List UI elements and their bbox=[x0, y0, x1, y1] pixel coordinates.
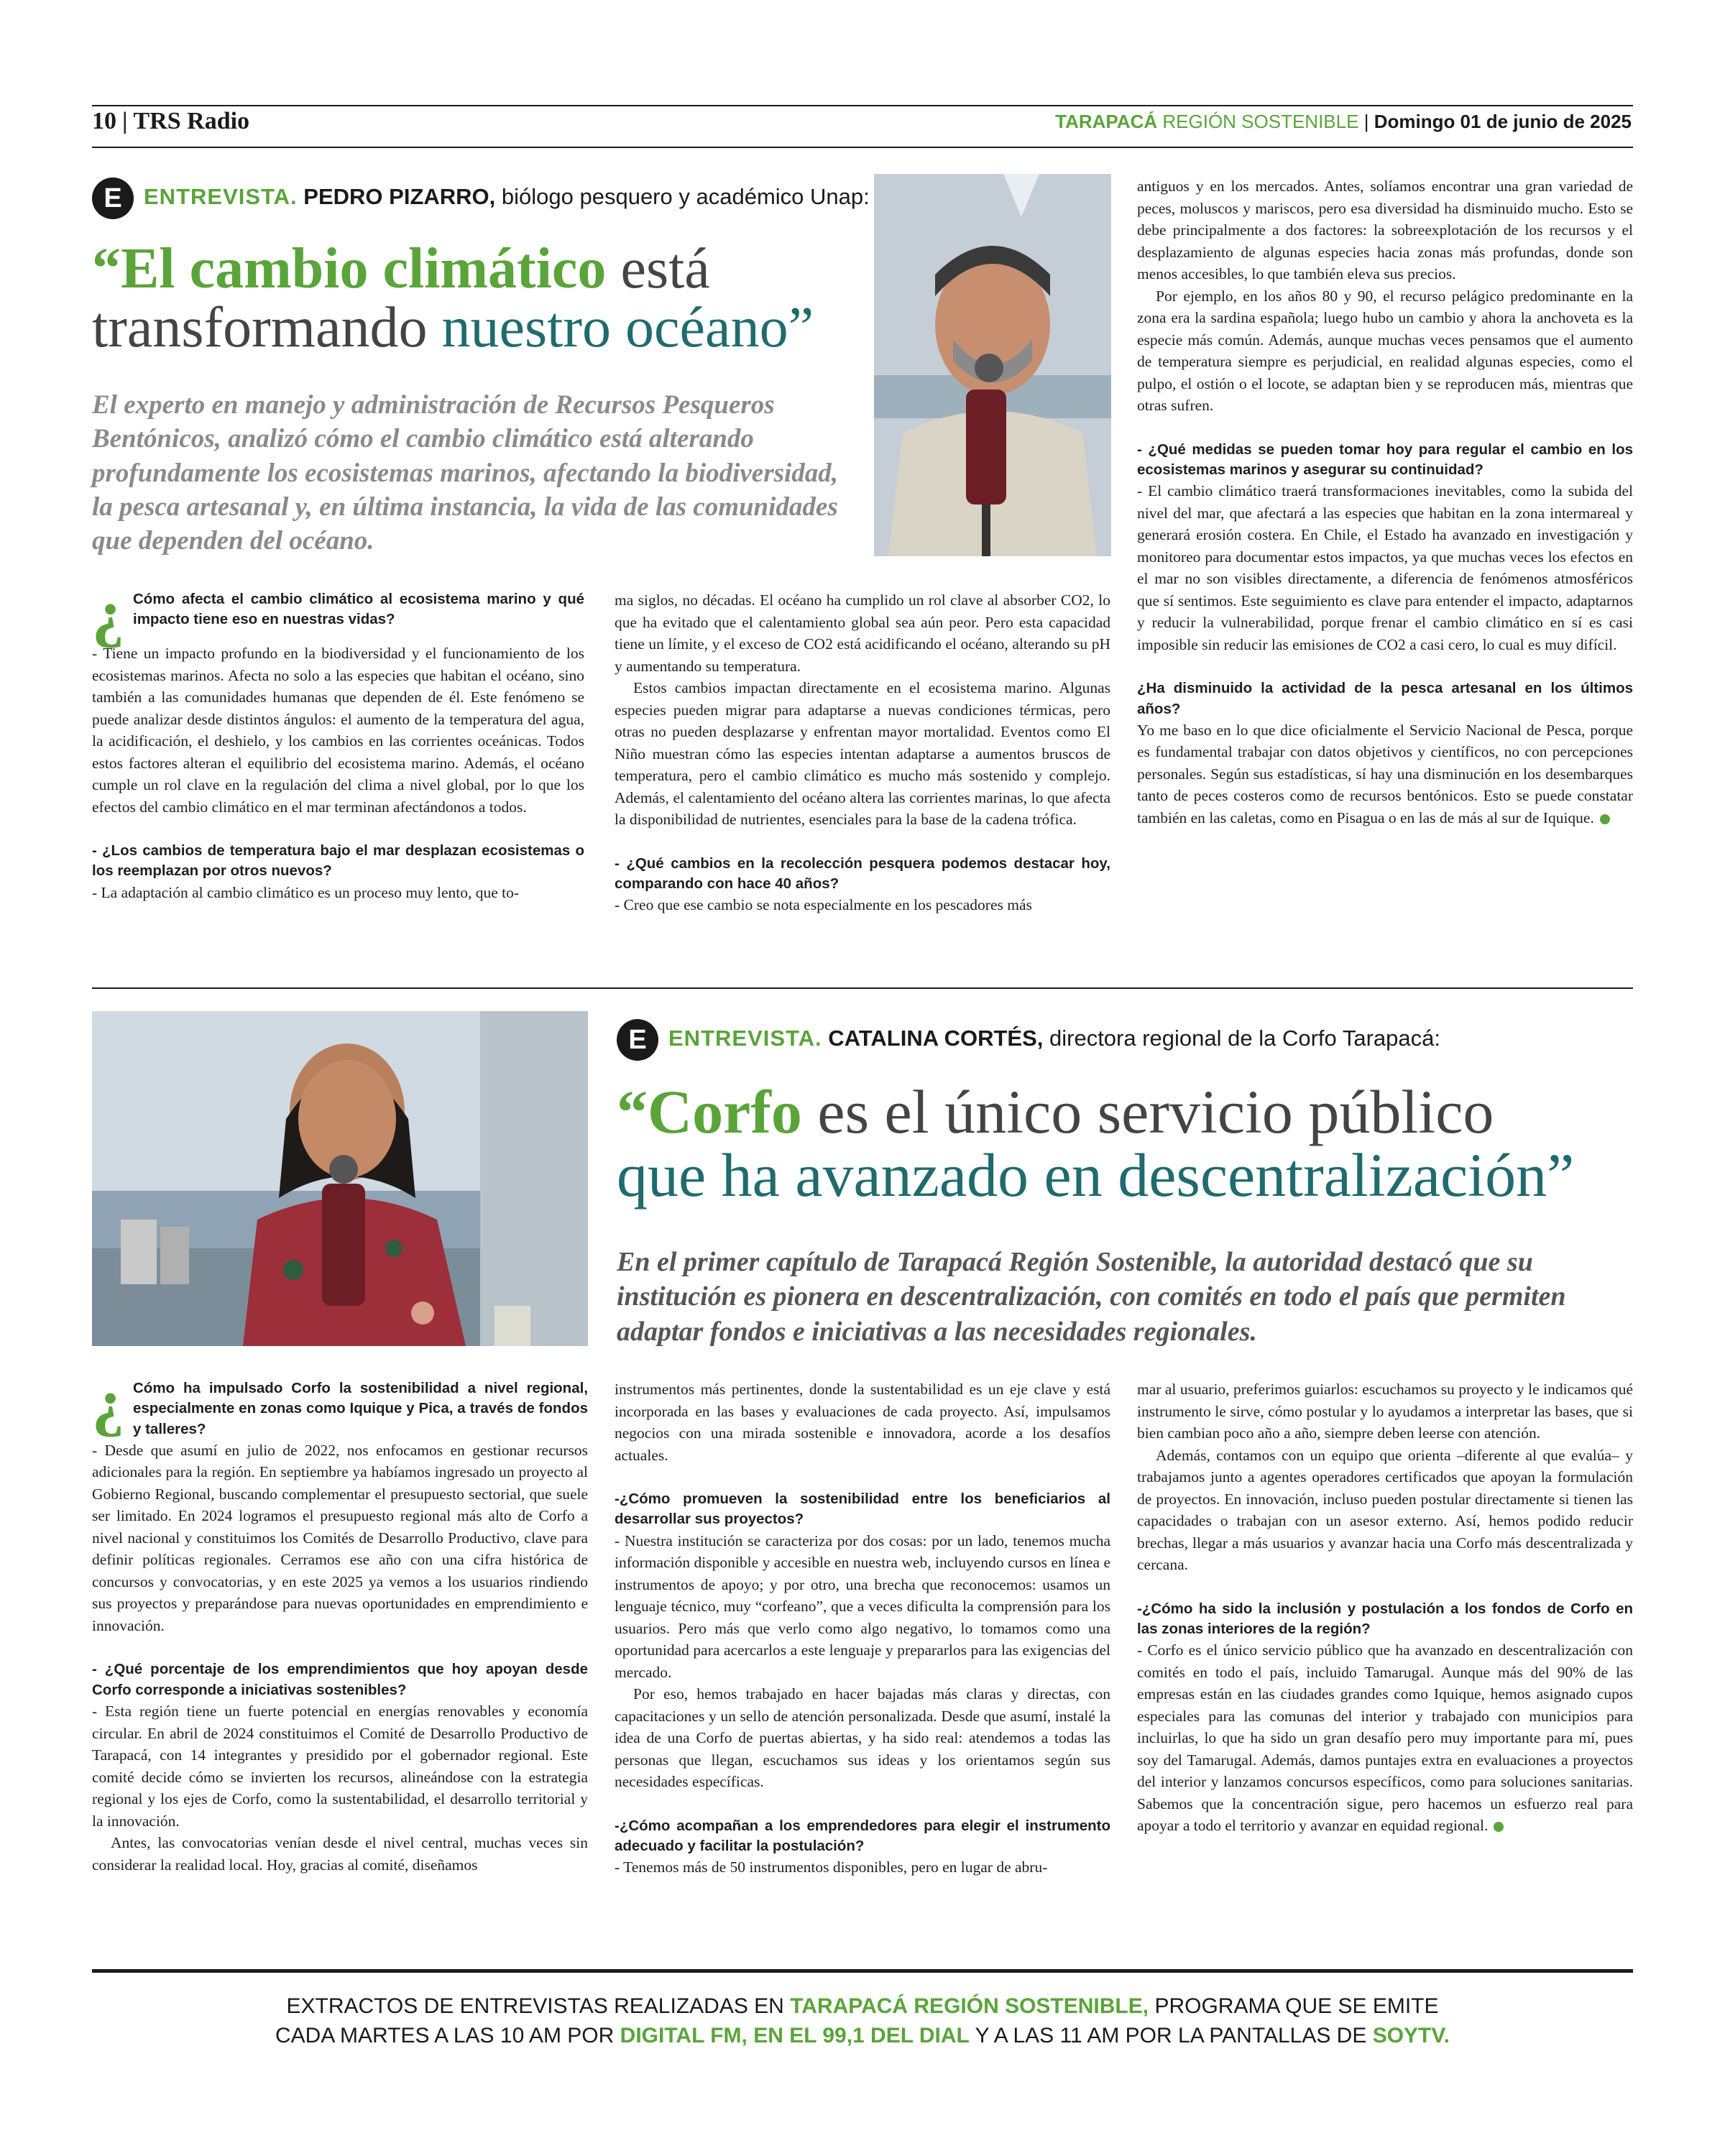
question: ¿Ha disminuido la actividad de la pesca artesanal en los últimos años? bbox=[1137, 680, 1633, 717]
article1-lead: El experto en manejo y administración de Recursos Pesqueros Bentónicos, analizó cómo el cambio climático está alterando profundamente los ecosistemas marinos, afectando la biodiversidad, la pesca artesanal y, en última instancia, la vida de las comunidades que dependen del océano. bbox=[92, 390, 839, 556]
header-rule bbox=[92, 147, 1633, 148]
portrait-photo-catalina-cortes bbox=[92, 1011, 588, 1346]
footer-line-2 bbox=[92, 2022, 1633, 2051]
interviewee-role: biólogo pesquero y académico Unap: bbox=[501, 184, 870, 210]
footer-rule bbox=[92, 1969, 1633, 1973]
e-badge-icon: E bbox=[92, 178, 134, 219]
headline-teal: nuestro océano” bbox=[441, 295, 814, 359]
question-mark-icon: ¿ bbox=[92, 578, 124, 649]
footer-note bbox=[92, 1992, 1633, 2050]
headline-line2: que ha avanzado en descentralización” bbox=[617, 1140, 1575, 1210]
page-header-right: TARAPACÁ REGIÓN SOSTENIBLE | Domingo 01 de junio de 2025 bbox=[1055, 111, 1632, 132]
answer: - Creo que ese cambio se nota especialmente en los pescadores más bbox=[615, 896, 1032, 914]
answer: Por ejemplo, en los años 80 y 90, el recurso pelágico predominante en la zona era la sardina española; luego hubo un cambio y ahora la anchoveta es la especie más común. Además, aunque muchas veces pensamos que el aumento de temperatura siempre es perjudicial, en realidad algunas especies, como el pulpo, el ostión o el locote, se adaptan bien y se reproducen más, mientras que otras sufren. bbox=[1137, 287, 1633, 415]
kicker-label: ENTREVISTA. bbox=[144, 184, 298, 210]
footer-line-1 bbox=[92, 1992, 1633, 2022]
answer: instrumentos más pertinentes, donde la sustentabilidad es un eje clave y está incorporada en las bases y evaluaciones de cada proyecto. Así, impulsamos negocios con una mirada sostenible e innovadora, acorde a los desafíos actuales. bbox=[615, 1381, 1110, 1464]
answer: Además, contamos con un equipo que orienta –diferente al que evalúa– y trabajamos junto a agentes operadores certificados que apoyan la formulación de proyectos. En innovación, incluso pueden postular directamente si tienen las capacidades o trabajan con un asesor externo. Así, hemos podido reducir brechas, llegar a más usuarios y avanzar hacia una Corfo más descentralizada y cercana. bbox=[1137, 1446, 1633, 1574]
answer: antiguos y en los mercados. Antes, solíamos encontrar una gran variedad de peces, moluscos y mariscos, pero esa diversidad ha disminuido mucho. Esto se debe principalmente a dos factores: la sobreexplotación de los recursos y el desplazamiento de algunas especies hacia zonas más profundas, donde son menos accesibles, lo que también eleva sus precios. bbox=[1137, 178, 1633, 283]
answer: - Nuestra institución se caracteriza por dos cosas: por un lado, tenemos mucha información disponible y accesible en nuestra web, incluyendo cursos en línea e instrumentos de apoyo; y por otro, una brecha que reconocemos: usamos un lenguaje técnico, muy “corfeano”, que a veces dificulta la comprensión para los usuarios. Pero más que verlo como algo negativo, lo tomamos como una oportunidad para acercarlos a este lenguaje y prepararlos para las exigencias del mercado. bbox=[615, 1531, 1110, 1681]
issue-date: Domingo 01 de junio de 2025 bbox=[1374, 111, 1632, 132]
question: - ¿Qué porcentaje de los emprendimientos que hoy apoyan desde Corfo corresponde a iniciativas sostenibles? bbox=[92, 1661, 588, 1698]
question: - ¿Los cambios de temperatura bajo el mar desplazan ecosistemas o los reemplazan por otros nuevos? bbox=[92, 842, 584, 880]
top-rule bbox=[92, 105, 1633, 106]
answer: - Tiene un impacto profundo en la biodiversidad y el funcionamiento de los ecosistemas marinos. Afecta no solo a las especies que habitan el océano, sino también a las comunidades humanas que dependen de él. Este fenómeno se puede analizar desde distintos ángulos: el aumento de la temperatura del agua, la acidificación, el deshielo, y los cambios en las corrientes oceánicas. Todos estos factores alteran el equilibrio del ecosistema marino. Además, el océano cumple un rol clave en la regulación del clima a nivel global, por lo que los efectos del cambio climático en el mar terminan afectándonos a todos. bbox=[92, 645, 584, 816]
footer-program: TARAPACÁ REGIÓN SOSTENIBLE, bbox=[790, 1994, 1149, 2018]
portrait-photo-pedro-pizarro bbox=[874, 174, 1111, 556]
page-number: 10 bbox=[92, 108, 116, 134]
answer: Antes, las convocatorias venían desde el nivel central, muchas veces sin considerar la realidad local. Hoy, gracias al comité, diseñamos bbox=[92, 1834, 588, 1874]
footer-text: EXTRACTOS DE ENTREVISTAS REALIZADAS EN bbox=[286, 1994, 784, 2018]
headline-dark: transformando bbox=[92, 295, 428, 359]
footer-channel: SOYTV. bbox=[1372, 2023, 1450, 2047]
headline-green: “Corfo bbox=[617, 1077, 802, 1146]
question: - ¿Qué cambios en la recolección pesquera podemos destacar hoy, comparando con hace 40 años? bbox=[615, 854, 1110, 892]
headline-mid: está bbox=[620, 237, 710, 300]
answer: mar al usuario, preferimos guiarlos: escuchamos su proyecto y le indicamos qué instrumento le sirve, cómo postular y lo ayudamos a interpretar las bases, que si bien cambian poco año a año, siempre deben leerse con atención. bbox=[1137, 1381, 1633, 1442]
headline-green: “El cambio climático bbox=[92, 237, 607, 300]
article1-column2 bbox=[615, 589, 1110, 916]
article1-column1 bbox=[92, 578, 584, 903]
e-badge-icon: E bbox=[617, 1019, 658, 1061]
article2-column1 bbox=[92, 1367, 588, 1876]
article1-kicker bbox=[92, 178, 870, 219]
answer-text: - Corfo es el único servicio público que ha avanzado en descentralización con comités en todo el país, incluido Tamarugal. Aunque más del 90% de las empresas están en las ciudades grandes como Iquique, hemos asignado cupos especiales para las comunas del interior y trabajado con municipios para incluirlas, lo que ha sido un gran desafío pero muy importante para mí, pues soy del Tamarugal. Además, damos puntajes extra en evaluaciones a proyectos del interior y lanzamos concursos específicos, como para soluciones sanitarias. Sabemos que la concentración sigue, pero hacemos un esfuerzo real para apoyar a todo el territorio y avanzar en equidad regional. bbox=[1137, 1641, 1633, 1835]
end-dot-icon bbox=[1600, 814, 1610, 824]
section-divider bbox=[92, 987, 1633, 989]
question: -¿Cómo acompañan a los emprendedores para elegir el instrumento adecuado y facilitar la postulación? bbox=[615, 1817, 1110, 1855]
brand-light: REGIÓN SOSTENIBLE bbox=[1162, 111, 1359, 132]
question: Cómo ha impulsado Corfo la sostenibilidad a nivel regional, especialmente en zonas como Iquique y Pica, a través de fondos y talleres? bbox=[133, 1380, 588, 1437]
answer: - La adaptación al cambio climático es un proceso muy lento, que to- bbox=[92, 883, 520, 901]
brand-strong: TARAPACÁ bbox=[1055, 111, 1158, 132]
kicker-label: ENTREVISTA. bbox=[668, 1026, 822, 1051]
question: -¿Cómo promueven la sostenibilidad entre los beneficiarios al desarrollar sus proyectos? bbox=[615, 1491, 1110, 1528]
answer: - El cambio climático traerá transformaciones inevitables, como la subida del nivel del mar, que afectará a las especies que habitan en la zona intermareal y generará erosión costera. En Chile, el Estado ha avanzado en investigación y monitoreo para documentar estos impactos, ya que muchas veces los efectos en el mar no son visibles directamente, a diferencia de fenómenos atmosféricos que sí sentimos. Este seguimiento es clave para entender el impacto, adaptarnos y reducir la vulnerabilidad, porque frenar el cambio climático en sí es casi imposible sin reducir las emisiones de CO2 a casi cero, lo cual es muy difícil. bbox=[1137, 482, 1633, 653]
end-dot-icon bbox=[1494, 1822, 1504, 1832]
footer-station: DIGITAL FM, EN EL 99,1 DEL DIAL bbox=[620, 2023, 970, 2047]
question: - ¿Qué medidas se pueden tomar hoy para regular el cambio en los ecosistemas marinos y asegurar su continuidad? bbox=[1137, 441, 1633, 478]
footer-text: PROGRAMA QUE SE EMITE bbox=[1154, 1994, 1439, 2018]
question-mark-icon: ¿ bbox=[92, 1367, 124, 1438]
interviewee-name: CATALINA CORTÉS, bbox=[828, 1026, 1044, 1051]
answer-text: Yo me baso en lo que dice oficialmente el Servicio Nacional de Pesca, porque es fundamental trabajar con datos objetivos y científicos, no con percepciones personales. Según sus estadísticas, sí hay una disminución en los desembarques tanto de peces costeros como de recursos bentónicos. Esto se puede constatar también en las caletas, como en Pisagua o en las de más al sur de Iquique. bbox=[1137, 721, 1633, 826]
article2-column2 bbox=[615, 1378, 1110, 1879]
answer: - Desde que asumí en julio de 2022, nos enfocamos en gestionar recursos adicionales para la región. En septiembre ya habíamos ingresado un proyecto al Gobierno Regional, buscando complementar el presupuesto sectorial, que suele ser limitado. En 2024 logramos el presupuesto regional más alto de Corfo a nivel nacional y constituimos los Comités de Desarrollo Productivo, clave para definir políticas regionales. Cerramos ese año con una cifra histórica de concursos y convocatorias, y en este 2025 ya vemos a los usuarios rindiendo sus proyectos y preparándose para nuevas oportunidades en emprendimiento e innovación. bbox=[92, 1441, 588, 1634]
answer: - Esta región tiene un fuerte potencial en energías renovables y economía circular. En abril de 2024 constituimos el Comité de Desarrollo Productivo de Tarapacá, con 14 integrantes y presidido por el gobernador regional. Este comité decide cómo se invierten los recursos, alineándose con la estrategia regional y los ejes de Corfo, como la sustentabilidad, el desarrollo territorial y la innovación. bbox=[92, 1703, 588, 1830]
article1-column3 bbox=[1137, 175, 1633, 829]
answer: - Tenemos más de 50 instrumentos disponibles, pero en lugar de abru- bbox=[615, 1858, 1048, 1876]
page-header-left: 10 | TRS Radio bbox=[92, 108, 250, 134]
article2-lead: En el primer capítulo de Tarapacá Región Sostenible, la autoridad destacó que su institución es pionera en descentralización, con comités en todo el país que permiten adaptar fondos e iniciativas a las necesidades regionales. bbox=[617, 1247, 1566, 1347]
interviewee-name: PEDRO PIZARRO, bbox=[303, 184, 496, 210]
answer: Estos cambios impactan directamente en el ecosistema marino. Algunas especies pueden migrar para adaptarse a nuevas condiciones térmicas, pero otras no pueden desplazarse y enfrentan mayor mortalidad. Eventos como El Niño muestran cómo las especies intentan adaptarse a aumentos bruscos de temperatura, pero el cambio climático es mucho más sostenido y complejo. Además, el calentamiento del océano altera las corrientes marinas, lo que afecta la disponibilidad de nutrientes, esenciales para la base de la cadena trófica. bbox=[615, 679, 1110, 829]
answer bbox=[1137, 719, 1633, 829]
interviewee-role: directora regional de la Corfo Tarapacá: bbox=[1049, 1026, 1440, 1051]
answer: ma siglos, no décadas. El océano ha cumplido un rol clave al absorber CO2, lo que ha evitado que el calentamiento global sea aún peor. Pero esta capacidad tiene un límite, y el exceso de CO2 está acidificando el océano, alterando su pH y aumentando su temperatura. bbox=[615, 591, 1110, 675]
headline-rest: es el único servicio público bbox=[817, 1077, 1494, 1146]
article2-column3 bbox=[1137, 1378, 1633, 1837]
article2-headline bbox=[617, 1077, 1637, 1210]
question: Cómo afecta el cambio climático al ecosistema marino y qué impacto tiene eso en nuestras vidas? bbox=[133, 591, 584, 628]
publication-name: TRS Radio bbox=[133, 108, 250, 134]
answer: Por eso, hemos trabajado en hacer bajadas más claras y directas, con capacitaciones y un sello de atención personalizada. Desde que asumí, instalé la idea de una Corfo de puertas abiertas, y ha sido real: atendemos a todas las personas que llegan, escuchamos sus ideas y los orientamos según sus necesidades específicas. bbox=[615, 1685, 1110, 1791]
article2-kicker bbox=[617, 1019, 1440, 1061]
answer bbox=[1137, 1639, 1633, 1837]
question: -¿Cómo ha sido la inclusión y postulación a los fondos de Corfo en las zonas interiores de la región? bbox=[1137, 1600, 1633, 1637]
article1-headline bbox=[92, 237, 861, 359]
footer-text: Y A LAS 11 AM POR LA PANTALLAS DE bbox=[975, 2023, 1367, 2047]
footer-text: CADA MARTES A LAS 10 AM POR bbox=[275, 2023, 615, 2047]
